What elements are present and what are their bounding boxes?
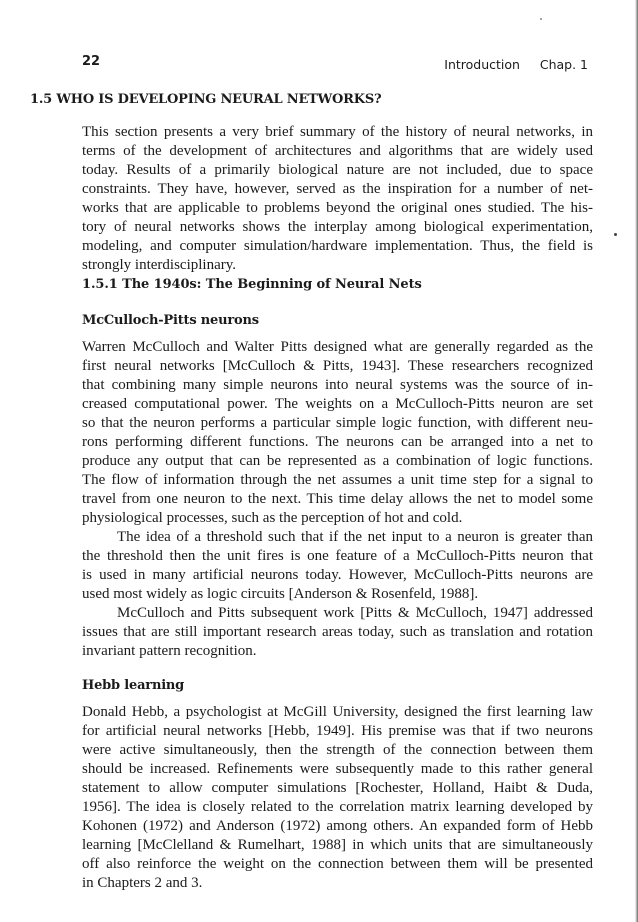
mcculloch-line: creased computational power. The weights on a McCulloch-Pitts neuron are set (82, 396, 593, 412)
hebb-line: Kohonen (1972) and Anderson (1972) among others. An expanded form of Hebb (82, 818, 593, 834)
mcculloch-line: The flow of information through the net assumes a unit time step for a signal to (82, 472, 593, 488)
hebb-line: were active simultaneously, then the strength of the connection between them (82, 742, 593, 758)
running-header: Introduction Chap. 1 (444, 57, 588, 72)
page-number: 22 (82, 54, 101, 69)
mcculloch-line: that combining many simple neurons into neural systems was the source of in- (82, 377, 593, 393)
mcculloch-line: is used in many artificial neurons today. However, McCulloch-Pitts neurons are (82, 567, 593, 583)
margin-mark (614, 233, 617, 236)
mcculloch-line: rons performing different functions. The neurons can be arranged into a net to (82, 434, 593, 450)
mcculloch-line: invariant pattern recognition. (82, 643, 257, 659)
hebb-line: in Chapters 2 and 3. (82, 875, 203, 891)
mcculloch-line: travel from one neuron to the next. This time delay allows the net to model some (82, 491, 593, 507)
intro-line: constraints. They have, however, served as the inspiration for a number of net- (82, 181, 593, 197)
hebb-line: should be increased. Refinements were subsequently made to this rather general (82, 761, 593, 777)
subsection-heading: 1.5.1 The 1940s: The Beginning of Neural Nets (82, 277, 422, 292)
mcculloch-line: The idea of a threshold such that if the net input to a neuron is greater than (117, 529, 593, 545)
mcculloch-pitts-heading: McCulloch-Pitts neurons (82, 313, 259, 328)
intro-line: works that are applicable to problems beyond the original ones studied. The his- (82, 200, 593, 216)
mcculloch-line: McCulloch and Pitts subsequent work [Pitts & McCulloch, 1947] addressed (117, 605, 593, 621)
intro-line: terms of the development of architectures and algorithms that are widely used (82, 143, 593, 159)
mcculloch-line: so that the neuron performs a particular simple logic function, with different neu- (82, 415, 593, 431)
mcculloch-line: used most widely as logic circuits [Anderson & Rosenfeld, 1988]. (82, 586, 479, 602)
mcculloch-line: the threshold then the unit fires is one feature of a McCulloch-Pitts neuron that (82, 548, 593, 564)
scan-speck (540, 18, 542, 20)
hebb-line: statement to allow computer simulations [Rochester, Holland, Haibt & Duda, (82, 780, 593, 796)
intro-line: modeling, and computer simulation/hardware implementation. Thus, the field is (82, 238, 593, 254)
mcculloch-line: first neural networks [McCulloch & Pitts, 1943]. These researchers recognized (82, 358, 593, 374)
mcculloch-line: produce any output that can be represented as a combination of logic functions. (82, 453, 593, 469)
hebb-line: 1956]. The idea is closely related to the correlation matrix learning developed by (82, 799, 593, 815)
hebb-line: Donald Hebb, a psychologist at McGill University, designed the first learning law (82, 704, 593, 720)
intro-line: tory of neural networks shows the interplay among biological experimentation, (82, 219, 593, 235)
hebb-line: off also reinforce the weight on the connection between them will be presented (82, 856, 593, 872)
hebb-line: learning [McClelland & Rumelhart, 1988] in which units that are simultaneously (82, 837, 593, 853)
mcculloch-line: issues that are still important research areas today, such as translation and rotation (82, 624, 593, 640)
intro-line: today. Results of a primarily biological nature are not included, due to space (82, 162, 593, 178)
hebb-line: for artificial neural networks [Hebb, 1949]. His premise was that if two neurons (82, 723, 593, 739)
mcculloch-line: physiological processes, such as the perception of hot and cold. (82, 510, 463, 526)
section-heading: 1.5 WHO IS DEVELOPING NEURAL NETWORKS? (30, 92, 382, 107)
hebb-learning-heading: Hebb learning (82, 678, 185, 693)
intro-line: strongly interdisciplinary. (82, 257, 236, 273)
mcculloch-line: Warren McCulloch and Walter Pitts designed what are generally regarded as the (82, 339, 593, 355)
intro-line: This section presents a very brief summary of the history of neural networks, in (82, 124, 593, 140)
